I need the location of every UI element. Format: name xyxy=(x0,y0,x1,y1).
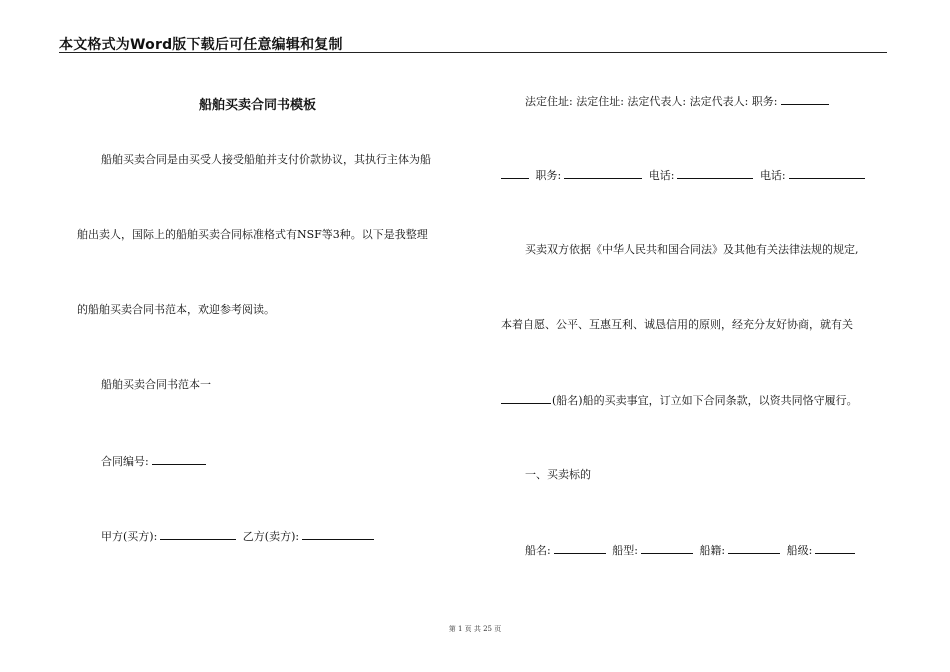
party-a-label: 甲方(买方): xyxy=(101,530,158,543)
duty-blank-2 xyxy=(564,168,642,179)
document-title: 船舶买卖合同书模板 xyxy=(199,98,317,113)
banner-text: 本文格式为Word版下载后可任意编辑和复制 xyxy=(59,37,343,53)
party-b-blank xyxy=(302,529,374,540)
law-paragraph-line-3-text: (船名)船的买卖事宜，订立如下合同条款，以资共同恪守履行。 xyxy=(552,394,858,407)
phone-blank-1 xyxy=(677,168,753,179)
address-row xyxy=(525,94,832,109)
intro-line-3: 的船舶买卖合同书范本，欢迎参考阅读。 xyxy=(77,303,275,316)
registry-label: 船籍: xyxy=(699,544,726,557)
class-label: 船级: xyxy=(786,544,813,557)
section-1-heading: 一、买卖标的 xyxy=(525,468,591,481)
sample-heading: 船舶买卖合同书范本一 xyxy=(101,378,211,391)
class-blank xyxy=(815,543,855,554)
ship-type-blank xyxy=(641,543,693,554)
law-paragraph-line-1: 买卖双方依据《中华人民共和国合同法》及其他有关法律法规的规定, xyxy=(525,243,859,256)
phone-label-2: 电话: xyxy=(759,169,786,182)
duty-phone-row xyxy=(501,168,865,183)
phone-label-1: 电话: xyxy=(648,169,675,182)
contract-number-label: 合同编号: xyxy=(101,455,149,468)
phone-blank-2 xyxy=(789,168,865,179)
parties-row xyxy=(101,529,377,544)
duty-blank-1 xyxy=(781,94,829,105)
ship-name-blank-inline xyxy=(501,393,551,404)
law-paragraph-line-2: 本着自愿、公平、互惠互利、诚恳信用的原则，经充分友好协商，就有关 xyxy=(501,318,853,331)
intro-line-2: 舶出卖人，国际上的船舶买卖合同标准格式有NSF等3种。以下是我整理 xyxy=(77,228,428,241)
ship-name-blank xyxy=(554,543,606,554)
leading-blank xyxy=(501,168,529,179)
contract-number-blank xyxy=(152,454,206,465)
party-b-label: 乙方(卖方): xyxy=(242,530,300,543)
intro-line-1: 船舶买卖合同是由买受人接受船舶并支付价款协议，其执行主体为船 xyxy=(101,153,431,166)
contract-number-row xyxy=(101,454,209,469)
registry-blank xyxy=(728,543,780,554)
ship-info-row xyxy=(525,543,855,558)
law-paragraph-line-3 xyxy=(501,393,858,408)
duty-label: 职务: xyxy=(535,169,562,182)
document-banner xyxy=(59,34,887,53)
ship-name-label: 船名: xyxy=(525,544,551,557)
party-a-blank xyxy=(160,529,236,540)
page-footer: 第 1 页 共 25 页 xyxy=(448,625,502,633)
ship-type-label: 船型: xyxy=(612,544,638,557)
address-labels: 法定住址: 法定住址: 法定代表人: 法定代表人: 职务: xyxy=(525,95,778,108)
